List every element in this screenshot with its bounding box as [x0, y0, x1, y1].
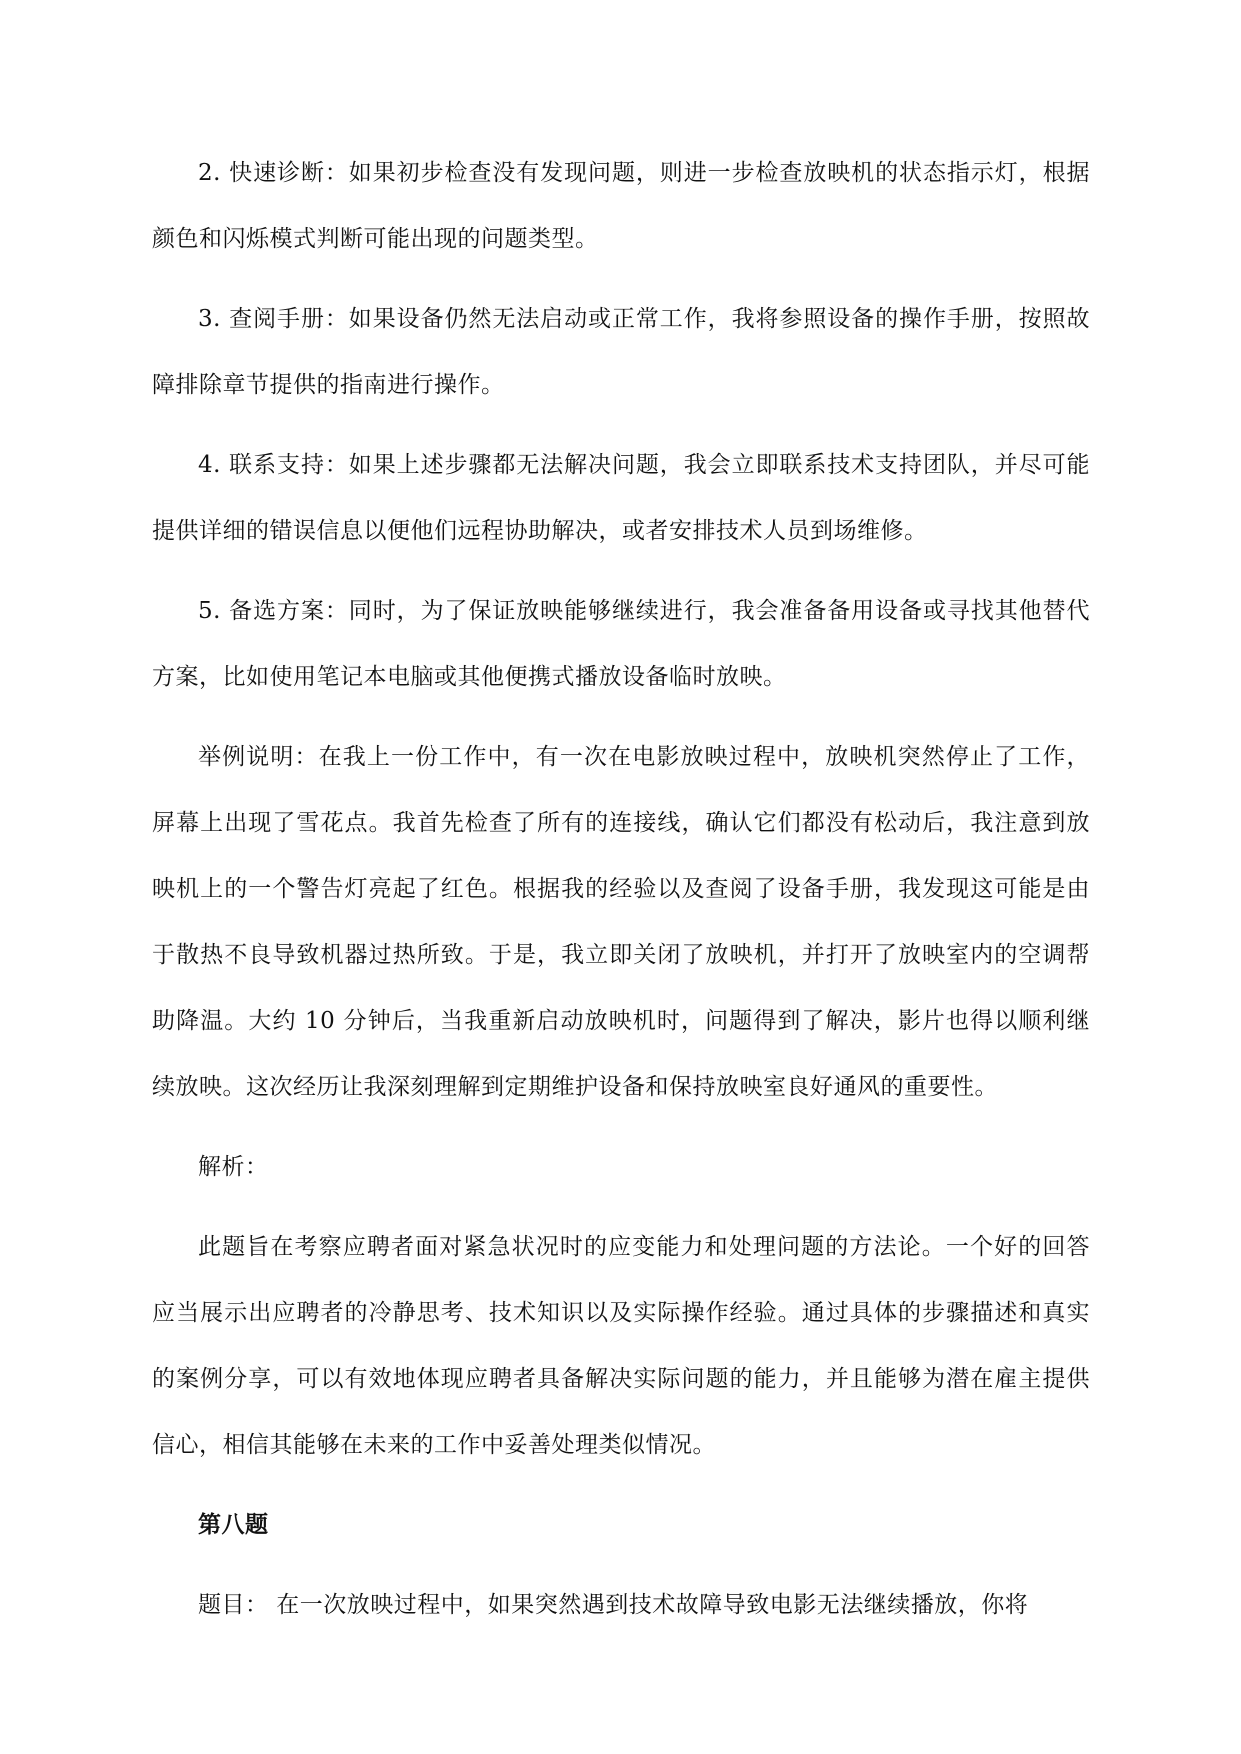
section-heading: 第八题 [198, 1511, 269, 1538]
question-paragraph: 题目： 在一次放映过程中，如果突然遇到技术故障导致电影无法继续播放，你将 [198, 1592, 1029, 1618]
step-2-paragraph: 2. 快速诊断：如果初步检查没有发现问题，则进一步检查放映机的状态指示灯，根据颜色和闪烁模式判断可能出现的问题类型。 [152, 160, 1090, 252]
analysis-paragraph: 此题旨在考察应聘者面对紧急状况时的应变能力和处理问题的方法论。一个好的回答应当展示出应聘者的冷静思考、技术知识以及实际操作经验。通过具体的步骤描述和真实的案例分享，可以有效地体现应聘者具备解决实际问题的能力，并且能够为潜在雇主提供信心，相信其能够在未来的工作中妥善处理类似情况。 [152, 1234, 1090, 1458]
step-4-paragraph: 4. 联系支持：如果上述步骤都无法解决问题，我会立即联系技术支持团队，并尽可能提供详细的错误信息以便他们远程协助解决，或者安排技术人员到场维修。 [152, 452, 1090, 544]
step-5-paragraph: 5. 备选方案：同时，为了保证放映能够继续进行，我会准备备用设备或寻找其他替代方案，比如使用笔记本电脑或其他便携式播放设备临时放映。 [152, 598, 1090, 690]
step-3-paragraph: 3. 查阅手册：如果设备仍然无法启动或正常工作，我将参照设备的操作手册，按照故障排除章节提供的指南进行操作。 [152, 306, 1090, 398]
document-body [152, 140, 1090, 1652]
example-paragraph: 举例说明：在我上一份工作中，有一次在电影放映过程中，放映机突然停止了工作，屏幕上出现了雪花点。我首先检查了所有的连接线，确认它们都没有松动后，我注意到放映机上的一个警告灯亮起了红色。根据我的经验以及查阅了设备手册，我发现这可能是由于散热不良导致机器过热所致。于是，我立即关闭了放映机，并打开了放映室内的空调帮助降温。大约 10 分钟后，当我重新启动放映机时，问题得到了解决，影片也得以顺利继续放映。这次经历让我深刻理解到定期维护设备和保持放映室良好通风的重要性。 [152, 744, 1090, 1100]
analysis-label: 解析： [198, 1154, 269, 1180]
